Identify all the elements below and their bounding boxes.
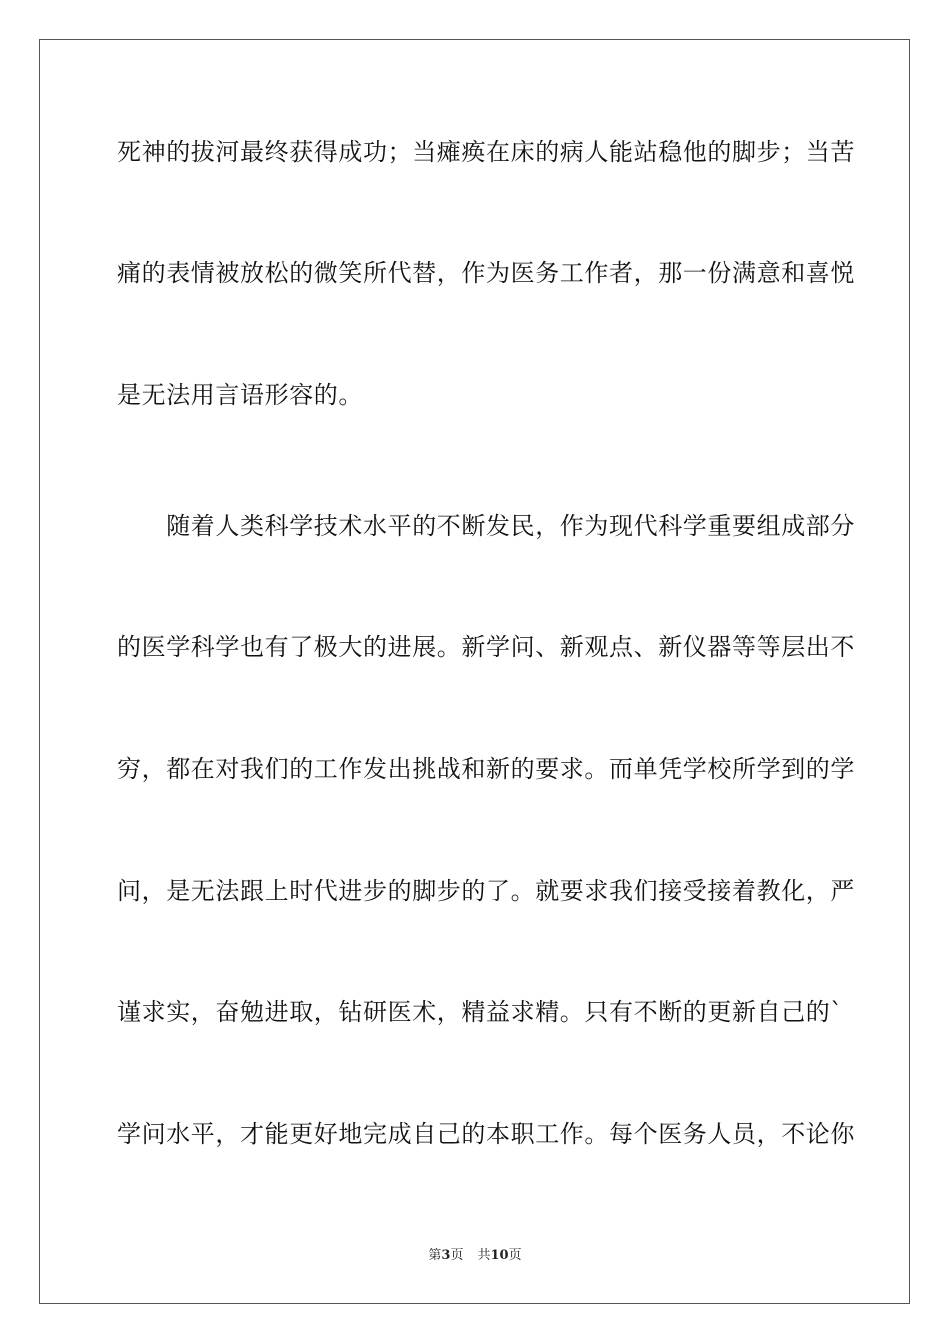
body-text-line-4: 随着人类科学技术水平的不断发民，作为现代科学重要组成部分 <box>117 512 855 540</box>
body-text-line-1: 死神的拔河最终获得成功；当瘫痪在床的病人能站稳他的脚步；当苦 <box>117 138 855 166</box>
body-text-line-2: 痛的表情被放松的微笑所代替，作为医务工作者，那一份满意和喜悦 <box>117 259 855 287</box>
page-border <box>39 39 910 1304</box>
body-text-line-5: 的医学科学也有了极大的进展。新学问、新观点、新仪器等等层出不 <box>117 633 855 661</box>
body-text-line-7: 问，是无法跟上时代进步的脚步的了。就要求我们接受接着教化，严 <box>117 877 855 905</box>
total-pages-prefix: 共 <box>477 1248 491 1263</box>
page-label-prefix: 第 <box>428 1248 442 1263</box>
body-text-line-6: 穷，都在对我们的工作发出挑战和新的要求。而单凭学校所学到的学 <box>117 755 855 783</box>
total-pages-suffix: 页 <box>508 1248 522 1263</box>
body-text-line-8: 谨求实，奋勉进取，钻研医术，精益求精。只有不断的更新自己的` <box>117 998 843 1026</box>
body-text-line-9: 学问水平，才能更好地完成自己的本职工作。每个医务人员，不论你 <box>117 1120 855 1148</box>
body-text-line-3: 是无法用言语形容的。 <box>117 381 363 409</box>
total-pages: 10 <box>490 1248 509 1263</box>
page-number: 3 <box>441 1248 451 1263</box>
page-footer <box>0 1247 950 1265</box>
page-label-suffix: 页 <box>450 1248 464 1263</box>
